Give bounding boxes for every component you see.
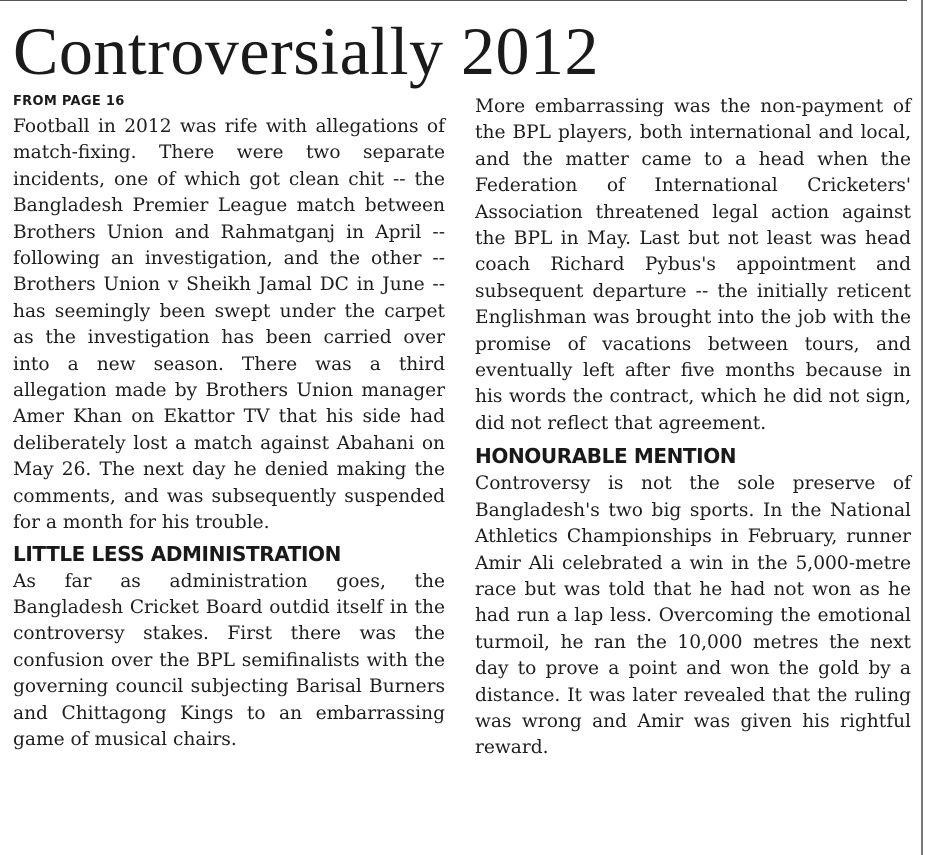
- top-rule: [0, 0, 907, 1]
- administration-paragraph: As far as administration goes, the Bangladesh Cricket Board outdid itself in the controversy stakes. First there was the confusion over the BPL semifinalists with the governing council subjecting Barisal Burners and Chittagong Kings to an embarrassing game of musical chairs.: [13, 570, 445, 750]
- honourable-mention-paragraph: Controversy is not the sole preserve of Bangladesh's two big sports. In the National Athletics Championships in February, runner Amir Ali celebrated a win in the 5,000-metre race but was told that he had not won as he had run a lap less. Overcoming the emotional turmoil, he ran the 10,000 metres the next day to prove a point and won the gold by a distance. It was later revealed that the ruling was wrong and Amir was given his rightful reward.: [475, 473, 911, 759]
- right-column: [475, 94, 911, 762]
- continuation-paragraph: More embarrassing was the non-payment of the BPL players, both international and local, and the matter came to a head when the Federation of International Cricketers' Association threatened legal action against the BPL in May. Last but not least was head coach Richard Pybus's appointment and subsequent departure -- the initially reticent Englishman was brought into the job with the promise of vacations between tours, and eventually left after five months because in his words the contract, which he did not sign, did not reflect that agreement.: [475, 96, 911, 434]
- continued-from-label: FROM PAGE 16: [13, 94, 125, 109]
- section-heading-administration: LITTLE LESS ADMINISTRATION: [13, 541, 341, 566]
- right-column-rule: [921, 0, 923, 855]
- left-column: [13, 114, 445, 753]
- section-heading-honourable-mention: HONOURABLE MENTION: [475, 444, 737, 469]
- intro-paragraph: Football in 2012 was rife with allegations of match-fixing. There were two separate incidents, one of which got clean chit -- the Bangladesh Premier League match between Brothers Union and Rahmatganj in April -- following an investigation, and the other -- Brothers Union v Sheikh Jamal DC in June -- has seemingly been swept under the carpet as the investigation has been carried over into a new season. There was a third allegation made by Brothers Union manager Amer Khan on Ekattor TV that his side had deliberately lost a match against Abahani on May 26. The next day he denied making the comments, and was subsequently suspended for a month for his trouble.: [13, 116, 445, 534]
- article-headline: Controversially 2012: [13, 13, 600, 89]
